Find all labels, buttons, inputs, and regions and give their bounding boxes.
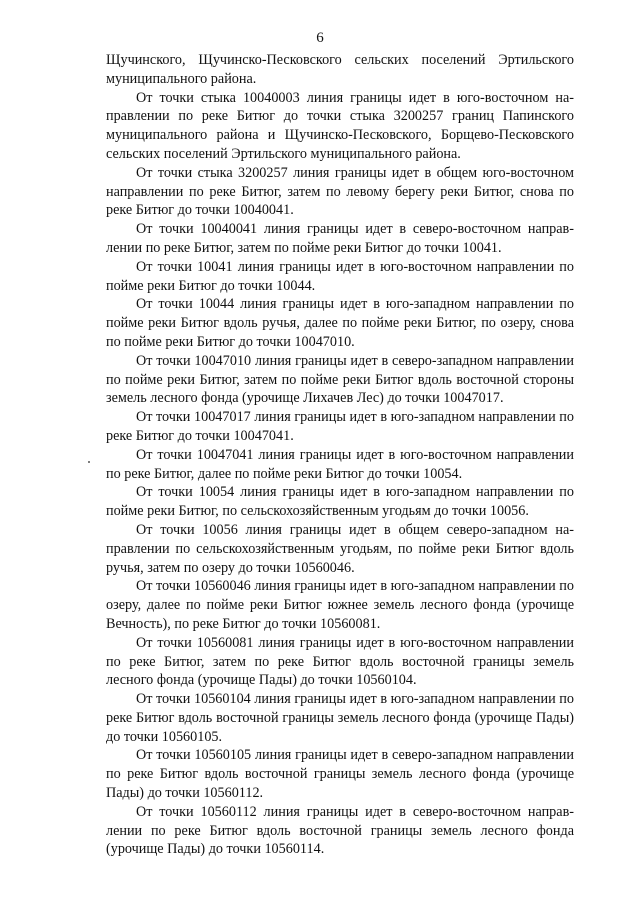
paragraph: От точки стыка 10040003 линия границы идет в юго-восточном направлении по реке Битюг до точки стыка 3200257 границ Папинского муниципального района и Щучинско-Песковского, Борщево-Песковского сельских поселений Эртильского муниципального района. [106,89,574,162]
paragraph: От точки 10056 линия границы идет в общем северо-западном направлении по сельскохозяйственным угодьям, по пойме реки Битюг вдоль ручья, затем по озеру до точки 10560046. [106,521,574,576]
paragraph: От точки 10047010 линия границы идет в северо-западном направлении по пойме реки Битюг, затем по пойме реки Битюг вдоль восточной стороны земель лесного фонда (урочище Лихачев Лес) до точки 10047017. [106,352,574,407]
page-number: 6 [316,30,324,46]
paragraph: От точки 10560081 линия границы идет в юго-восточном направлении по реке Битюг, затем по реке Битюг вдоль восточной границы земель лесного фонда (урочище Пады) до точки 10560104. [106,634,574,689]
document-body [106,51,574,859]
scan-speck [88,461,90,463]
paragraph: От точки 10560104 линия границы идет в юго-западном направлении по реке Битюг вдоль восточной границы земель лесного фонда (урочище Пады) до точки 10560105. [106,691,574,745]
paragraph: От точки 10040041 линия границы идет в северо-восточном направлении по реке Битюг, затем по пойме реки Битюг до точки 10041. [106,221,574,256]
paragraph: От точки 10047041 линия границы идет в юго-восточном направлении по реке Битюг, далее по пойме реки Битюг до точки 10054. [106,446,574,482]
paragraph-continuation: Щучинского, Щучинско-Песковского сельских поселений Эртильского муниципального района. [106,52,574,87]
paragraph: От точки 10560105 линия границы идет в северо-западном направлении по реке Битюг вдоль восточной границы земель лесного фонда (урочище Пады) до точки 10560112. [106,747,574,802]
paragraph: От точки стыка 3200257 линия границы идет в общем юго-восточном направлении по реке Битюг, затем по левому берегу реки Битюг, снова по реке Битюг до точки 10040041. [106,164,574,219]
paragraph: От точки 10054 линия границы идет в юго-западном направлении по пойме реки Битюг, по сельскохозяйственным угодьям до точки 10056. [106,484,574,520]
paragraph: От точки 10047017 линия границы идет в юго-западном направлении по реке Битюг до точки 10047041. [106,409,574,444]
paragraph: От точки 10560046 линия границы идет в юго-западном направлении по озеру, далее по пойме реки Битюг южнее земель лесного фонда (урочище Вечность), по реке Битюг до точки 10560081. [106,578,574,632]
paragraph: От точки 10560112 линия границы идет в северо-восточном направлении по реке Битюг вдоль восточной границы земель лесного фонда (урочище Пады) до точки 10560114. [106,803,574,858]
paragraph: От точки 10041 линия границы идет в юго-восточном направлении по пойме реки Битюг до точки 10044. [106,258,574,294]
paragraph: От точки 10044 линия границы идет в юго-западном направлении по пойме реки Битюг вдоль ручья, далее по пойме реки Битюг, по озеру, снова по пойме реки Битюг до точки 10047010. [106,296,574,350]
